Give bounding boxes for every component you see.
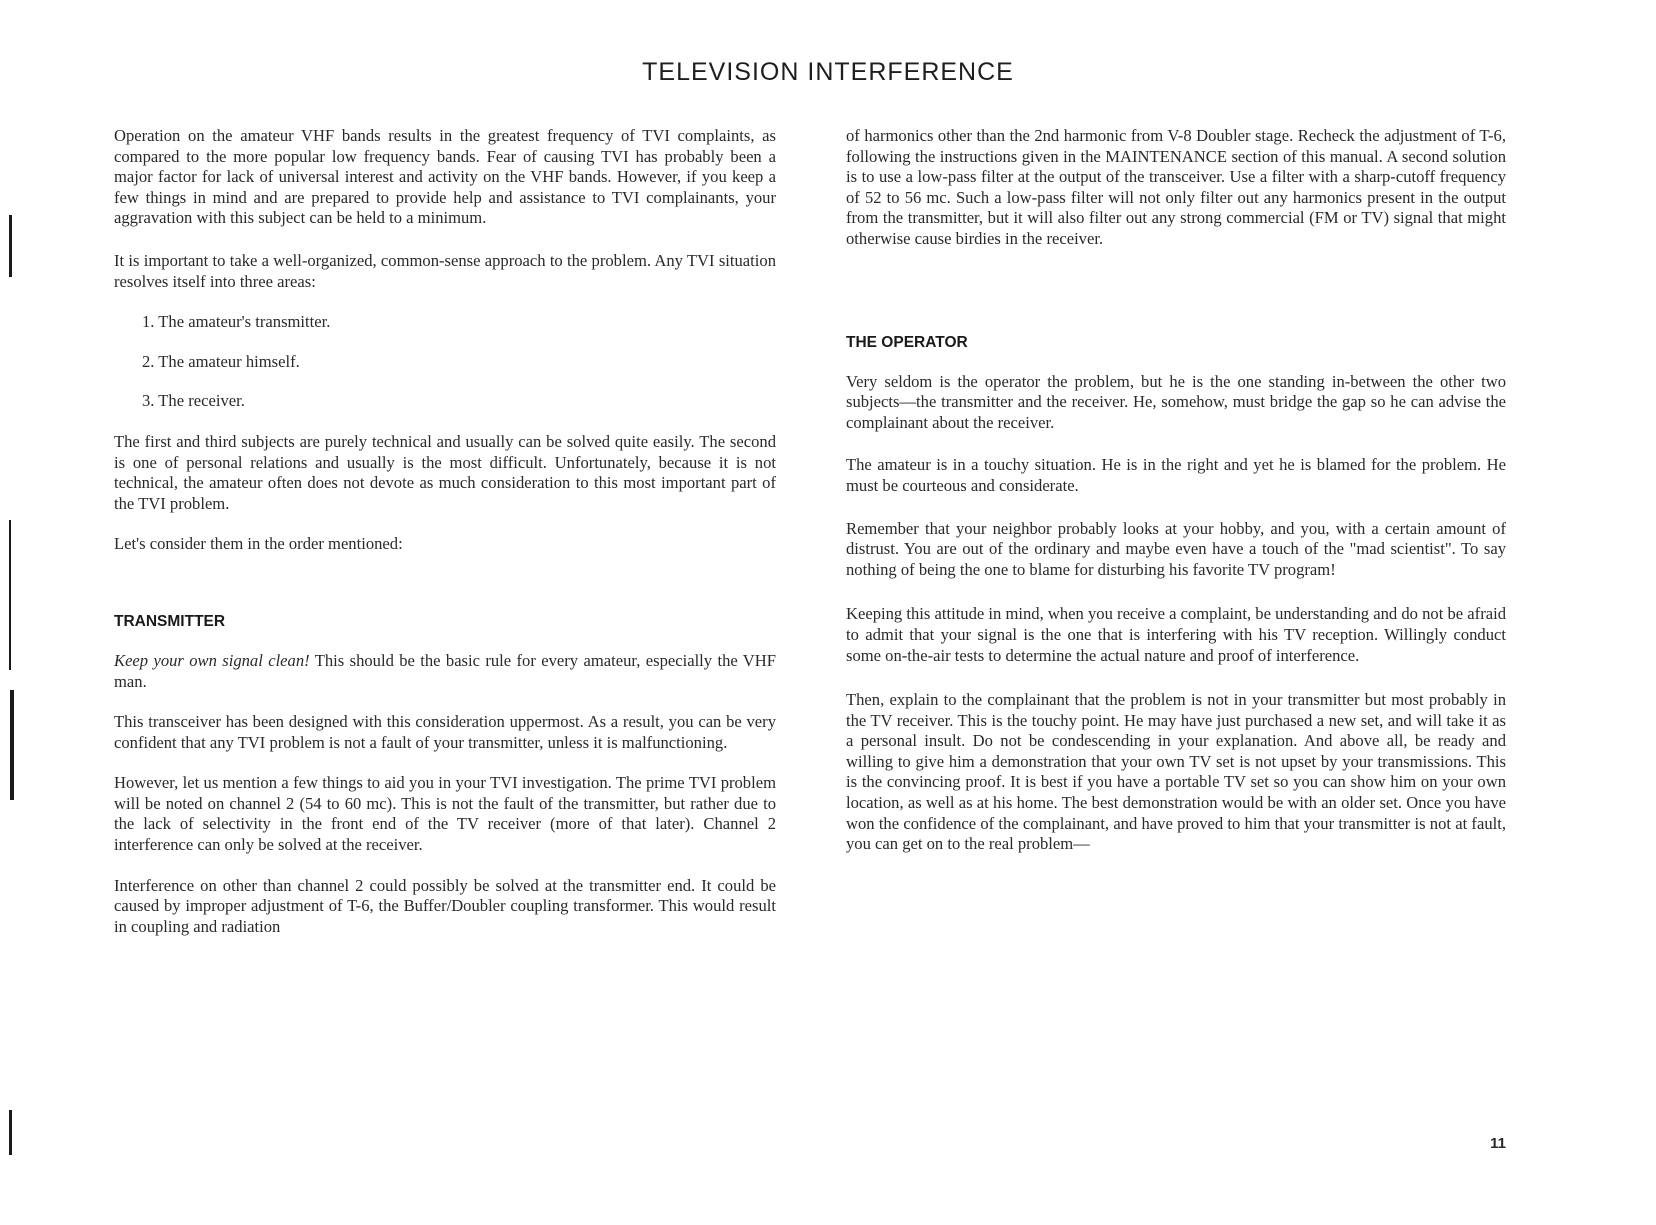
- paragraph: However, let us mention a few things to aid you in your TVI investigation. The prime TVI problem will be noted on channel 2 (54 to 60 mc). This is not the fault of the transmitter, but rather due to the lack of selectivity in the front end of the TV receiver (more of that later). Channel 2 interference can only be solved at the receiver.: [114, 773, 776, 855]
- section-heading-transmitter: TRANSMITTER: [114, 612, 226, 630]
- section-heading-operator: THE OPERATOR: [846, 333, 968, 351]
- left-column: [114, 126, 776, 937]
- edge-mark: [9, 1110, 12, 1155]
- edge-mark: [10, 690, 14, 800]
- paragraph: It is important to take a well-organized, common-sense approach to the problem. Any TVI situation resolves itself into three areas:: [114, 250, 776, 291]
- edge-mark: [9, 520, 11, 670]
- binding-edge: [0, 0, 14, 1225]
- right-column: [846, 126, 1506, 855]
- edge-mark: [9, 215, 12, 277]
- paragraph: of harmonics other than the 2nd harmonic from V-8 Doubler stage. Recheck the adjustment of T-6, following the instructions given in the MAINTENANCE section of this manual. A second solution is to use a low-pass filter at the output of the transceiver. Use a filter with a sharp-cutoff frequency of 52 to 56 mc. Such a low-pass filter will not only filter out any harmonics present in the output from the transmitter, but it will also filter out any strong commercial (FM or TV) signal that might otherwise cause birdies in the receiver.: [846, 126, 1506, 248]
- emphasis-text: Keep your own signal clean!: [114, 650, 310, 670]
- list-item: 1. The amateur's transmitter.: [142, 312, 331, 332]
- page-title: TELEVISION INTERFERENCE: [642, 58, 1014, 86]
- list-item: 2. The amateur himself.: [142, 351, 300, 371]
- paragraph: Very seldom is the operator the problem, but he is the one standing in-between the other two subjects—the transmitter and the receiver. He, somehow, must bridge the gap so he can advise the complainant about the receiver.: [846, 371, 1506, 432]
- paragraph: [114, 651, 776, 692]
- paragraph: Remember that your neighbor probably looks at your hobby, and you, with a certain amount of distrust. You are out of the ordinary and maybe even have a touch of the "mad scientist". To say nothing of being the one to blame for disturbing his favorite TV program!: [846, 518, 1506, 579]
- page-number: 11: [1490, 1135, 1506, 1152]
- paragraph: Let's consider them in the order mentioned:: [114, 534, 403, 554]
- paragraph: The first and third subjects are purely technical and usually can be solved quite easily. The second is one of personal relations and usually is the most difficult. Unfortunately, because it is not technical, the amateur often does not devote as much consideration to this most important part of the TVI problem.: [114, 431, 776, 513]
- paragraph: Interference on other than channel 2 could possibly be solved at the transmitter end. It could be caused by improper adjustment of T-6, the Buffer/Doubler coupling transformer. This would result in coupling and radiation: [114, 875, 776, 936]
- paragraph: Keeping this attitude in mind, when you receive a complaint, be understanding and do not be afraid to admit that your signal is the one that is interfering with his TV reception. Willingly conduct some on-the-air tests to determine the actual nature and proof of interference.: [846, 604, 1506, 665]
- paragraph: Operation on the amateur VHF bands results in the greatest frequency of TVI complaints, as compared to the more popular low frequency bands. Fear of causing TVI has probably been a major factor for lack of universal interest and activity on the VHF bands. However, if you keep a few things in mind and are prepared to provide help and assistance to TVI complainants, your aggravation with this subject can be held to a minimum.: [114, 126, 776, 228]
- paragraph: This transceiver has been designed with this consideration uppermost. As a result, you can be very confident that any TVI problem is not a fault of your transmitter, unless it is malfunctioning.: [114, 712, 776, 752]
- paragraph: Then, explain to the complainant that the problem is not in your transmitter but most probably in the TV receiver. This is the touchy point. He may have just purchased a new set, and will take it as a personal insult. Do not be condescending in your explanation. And above all, be ready and willing to give him a demonstration that your own TV set is not upset by your transmissions. This is the convincing proof. It is best if you have a portable TV set so you can show him on your own location, as well as at his home. The best demonstration would be with an older set. Once you have won the confidence of the complainant, and have proved to him that your transmitter is not at fault, you can get on to the real problem—: [846, 690, 1506, 854]
- paragraph: The amateur is in a touchy situation. He is in the right and yet he is blamed for the problem. He must be courteous and considerate.: [846, 455, 1506, 495]
- list-item: 3. The receiver.: [142, 391, 245, 411]
- paragraph-text: This should be the basic rule for every amateur, especially the VHF man.: [114, 650, 776, 691]
